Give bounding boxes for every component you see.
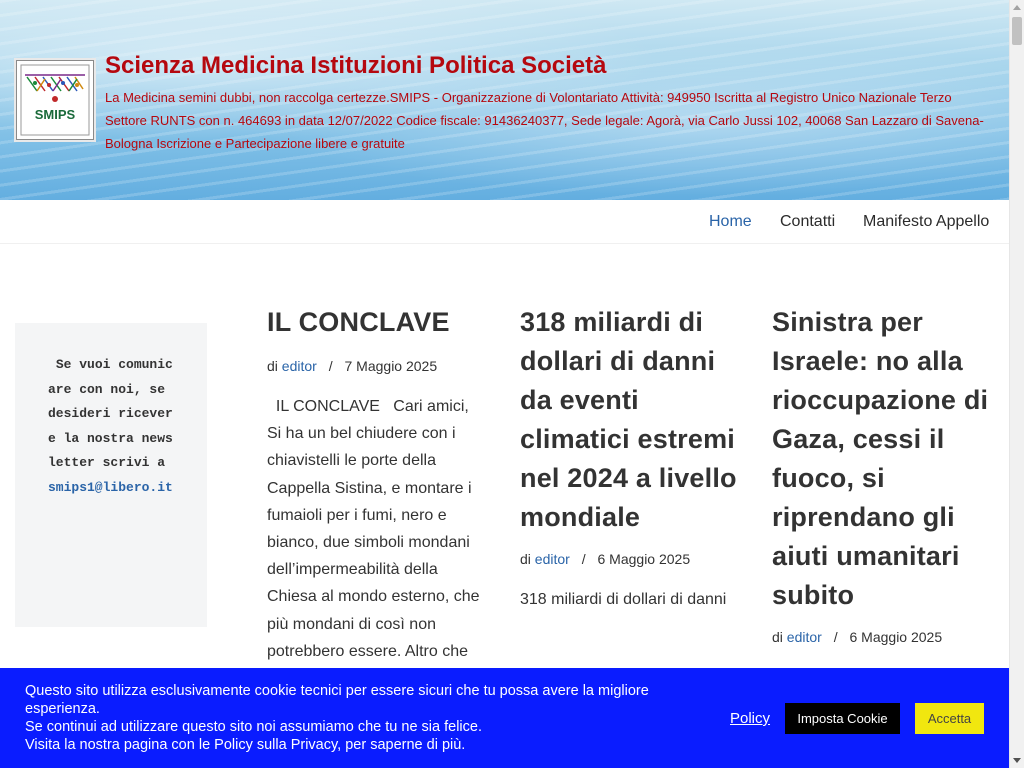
post-card	[267, 303, 485, 665]
newsletter-email-link[interactable]: smips1@libero.it	[48, 479, 173, 495]
post-date: 7 Maggio 2025	[344, 358, 438, 374]
site-logo[interactable]	[16, 60, 94, 140]
newsletter-text	[48, 353, 176, 500]
post-title[interactable]: Sinistra per Israele: no alla rioccupazione di Gaza, cessi il fuoco, si riprendano gli aiuti umanitari subito	[772, 307, 989, 610]
cookie-settings-button[interactable]: Imposta Cookie	[785, 703, 900, 734]
post-meta-separator: /	[581, 551, 586, 567]
post-meta	[267, 358, 482, 374]
post-date: 6 Maggio 2025	[597, 551, 691, 567]
nav-item-home[interactable]: Home	[709, 213, 752, 230]
site-header	[0, 0, 1009, 200]
post-meta-prefix: di	[267, 358, 278, 374]
scroll-thumb[interactable]	[1012, 17, 1022, 45]
sidebar-newsletter-widget	[15, 323, 207, 627]
scroll-up-arrow-icon[interactable]	[1013, 5, 1021, 10]
primary-nav	[0, 200, 1009, 244]
post-meta	[772, 629, 1000, 645]
post-meta-prefix: di	[772, 629, 783, 645]
post-meta-prefix: di	[520, 551, 531, 567]
post-title[interactable]: IL CONCLAVE	[267, 307, 450, 337]
post-excerpt: IL CONCLAVE Cari amici, Si ha un bel chiudere con i chiavistelli le porte della Cappella Sistina, e montare i fumaioli per i fumi, nero e bianco, due simboli mondani dell’impermeabilità della Chiesa al mondo esterno, che più mondani di così non potrebbero essere. Altro che	[267, 398, 485, 660]
post-card	[772, 303, 1000, 645]
post-meta-separator: /	[833, 629, 838, 645]
logo-text: SMIPS	[34, 107, 76, 122]
post-title[interactable]: 318 miliardi di dollari di danni da eventi climatici estremi nel 2024 a livello mondiale	[520, 307, 737, 532]
cookie-message	[25, 682, 705, 754]
post-card	[520, 303, 748, 613]
site-description: La Medicina semini dubbi, non raccolga certezze.SMIPS - Organizzazione di Volontariato Attività: 949950 Iscritta al Registro Unico Nazionale Terzo Settore RUNTS con n. 464693 in data 12/07/2022 Codice fiscale: 91436240377, Sede legale: Agorà, via Carlo Jussi 102, 40068 San Lazzaro di Savena- Bologna Iscrizione e Partecipazione libere e gratuite	[105, 90, 984, 151]
cookie-message-line: Visita la nostra pagina con le Policy sulla Privacy, per saperne di più.	[25, 737, 466, 753]
post-meta	[520, 551, 748, 567]
post-excerpt: 318 miliardi di dollari di danni	[520, 591, 727, 608]
cookie-message-line: Questo sito utilizza esclusivamente cookie tecnici per essere sicuri che tu possa avere la migliore esperienza.	[25, 683, 649, 717]
logo-graphic	[17, 61, 93, 139]
page-scrollbar[interactable]	[1009, 0, 1024, 768]
post-author-link[interactable]: editor	[786, 629, 822, 645]
post-author-link[interactable]: editor	[534, 551, 570, 567]
cookie-policy-link[interactable]: Policy	[730, 710, 771, 727]
post-date: 6 Maggio 2025	[849, 629, 943, 645]
cookie-message-line: Se continui ad utilizzare questo sito noi assumiamo che tu ne sia felice.	[25, 719, 482, 735]
cookie-accept-button[interactable]: Accetta	[915, 703, 984, 734]
nav-item-manifesto-appello[interactable]: Manifesto Appello	[863, 213, 990, 230]
nav-item-contatti[interactable]: Contatti	[780, 213, 836, 230]
newsletter-message: Se vuoi comunicare con noi, se desideri ricevere la nostra newsletter scrivi a	[48, 357, 173, 470]
post-author-link[interactable]: editor	[281, 358, 317, 374]
scroll-down-arrow-icon[interactable]	[1013, 758, 1021, 763]
site-title[interactable]: Scienza Medicina Istituzioni Politica Società	[105, 52, 607, 79]
cookie-banner	[0, 668, 1009, 768]
post-meta-separator: /	[328, 358, 333, 374]
